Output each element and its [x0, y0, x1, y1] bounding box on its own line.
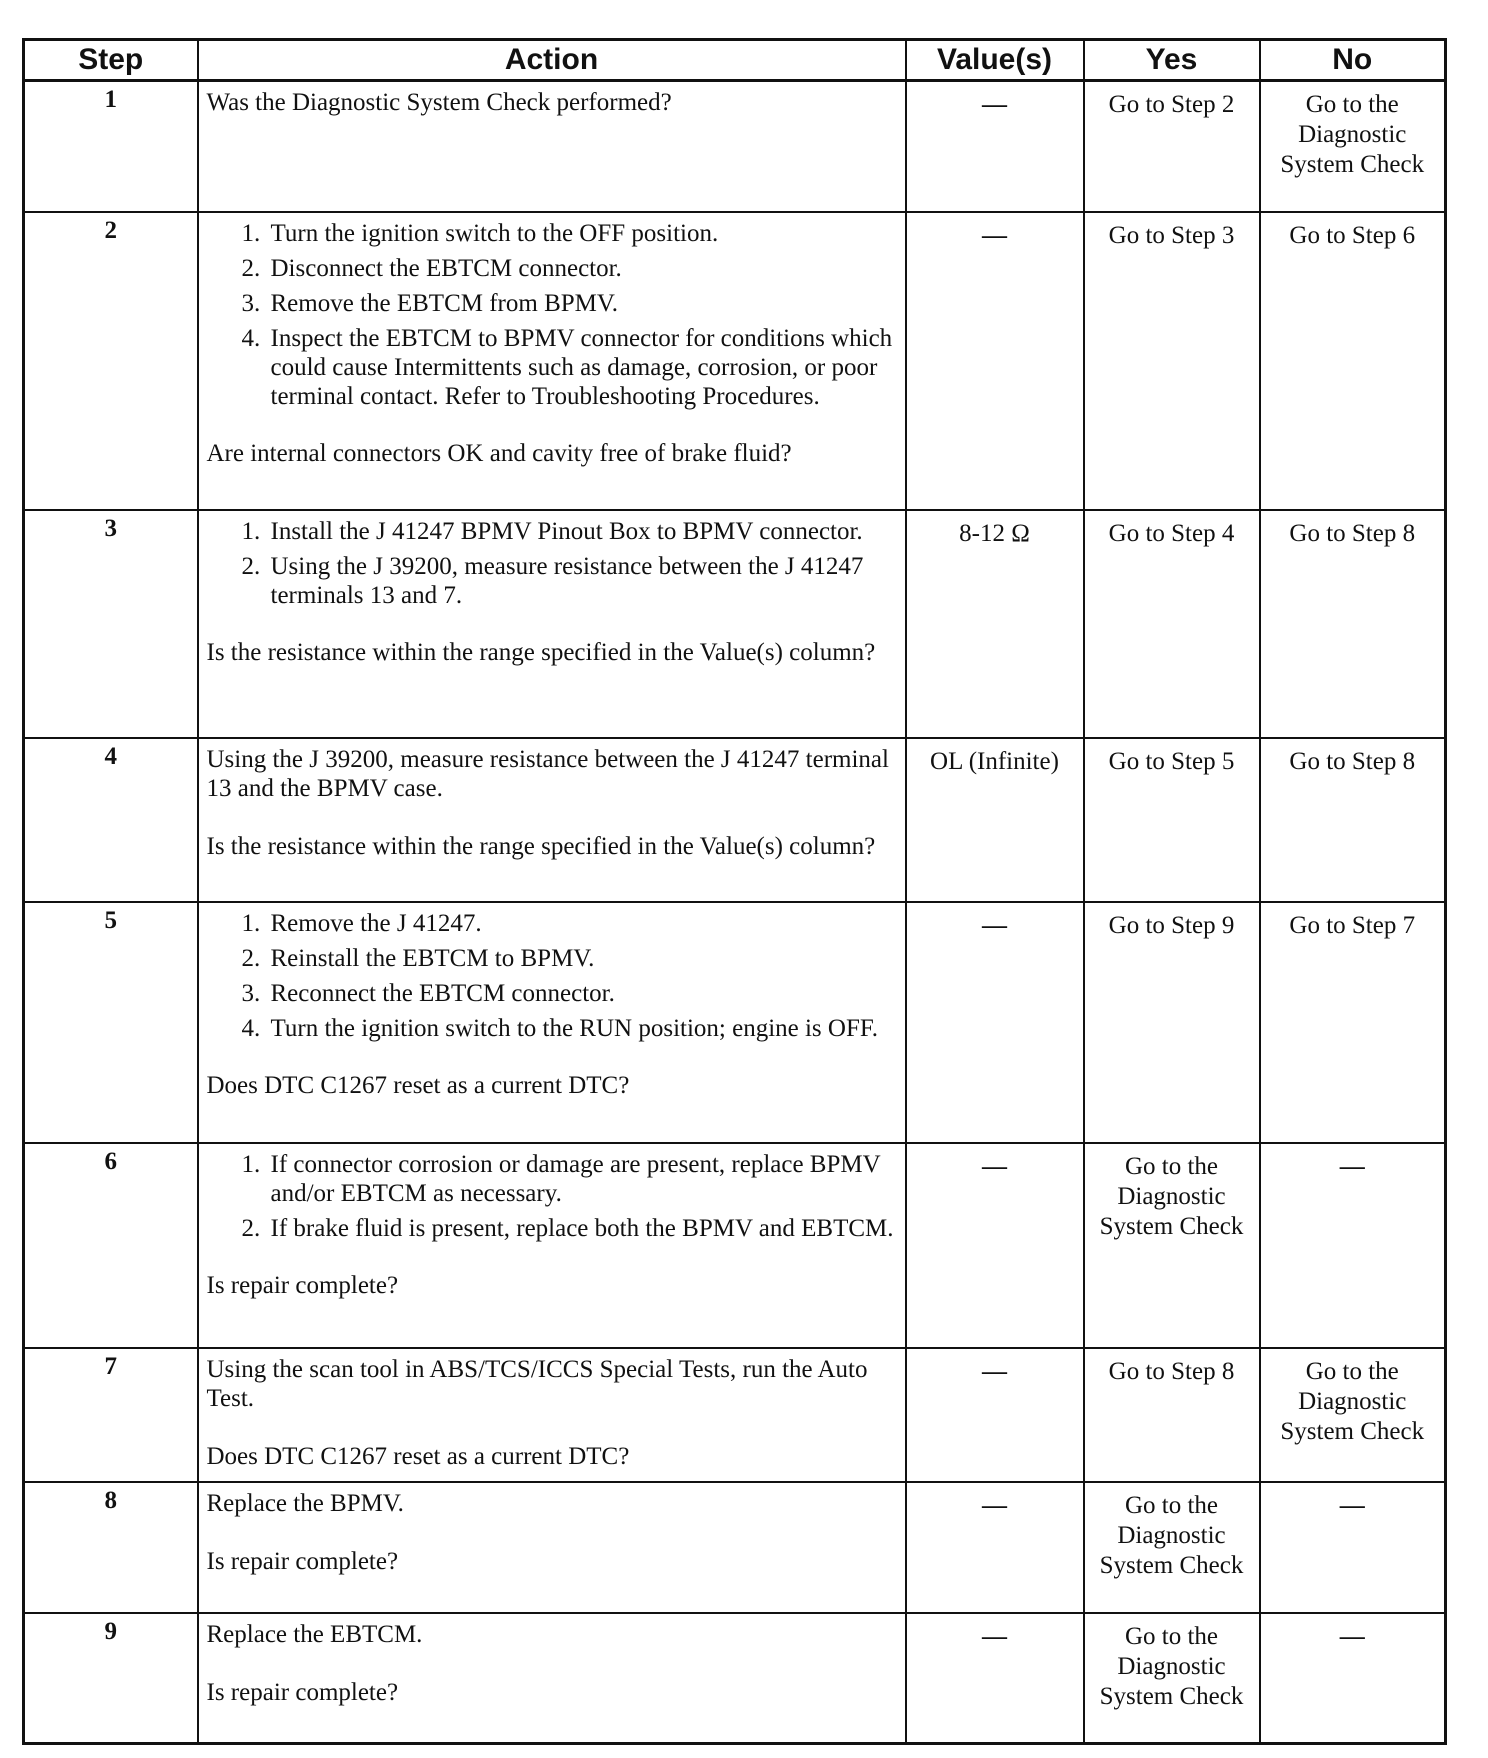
action-text: Was the Diagnostic System Check performed?	[206, 89, 672, 116]
yes-cell: Go to the Diagnostic System Check	[1084, 1482, 1260, 1613]
action-substep: 4. Inspect the EBTCM to BPMV connector for conditions which could cause Intermittents such as damage, corrosion, or poor terminal contact. Refer to Troubleshooting Procedures.	[267, 324, 897, 411]
table-row	[24, 1348, 1446, 1482]
action-substep: 4. Turn the ignition switch to the RUN position; engine is OFF.	[267, 1014, 897, 1043]
yes-cell: Go to Step 2	[1084, 81, 1260, 212]
no-cell: —	[1260, 1482, 1446, 1613]
yes-cell: Go to Step 8	[1084, 1348, 1260, 1482]
table-row	[24, 1613, 1446, 1744]
action-substeps	[207, 219, 897, 411]
table-row	[24, 902, 1446, 1143]
value-cell: OL (Infinite)	[906, 738, 1084, 902]
table-row	[24, 738, 1446, 902]
value-cell: —	[906, 902, 1084, 1143]
action-substep: 2. If brake fluid is present, replace both the BPMV and EBTCM.	[267, 1214, 897, 1243]
no-cell: Go to Step 8	[1260, 738, 1446, 902]
yes-cell: Go to Step 5	[1084, 738, 1260, 902]
step-number: 7	[24, 1348, 198, 1482]
value-cell: —	[906, 1143, 1084, 1348]
header-no: No	[1260, 40, 1446, 81]
no-cell: Go to Step 6	[1260, 212, 1446, 510]
yes-cell: Go to Step 9	[1084, 902, 1260, 1143]
value-cell: —	[906, 212, 1084, 510]
action-substeps	[207, 517, 897, 610]
header-step: Step	[24, 40, 198, 81]
action-question: Does DTC C1267 reset as a current DTC?	[206, 1442, 630, 1470]
header-values: Value(s)	[906, 40, 1084, 81]
table-row	[24, 1482, 1446, 1613]
step-number: 1	[24, 81, 198, 212]
action-question: Is the resistance within the range specified in the Value(s) column?	[206, 638, 876, 666]
action-question: Are internal connectors OK and cavity free of brake fluid?	[206, 439, 792, 467]
diagnostic-table	[22, 38, 1447, 1745]
action-substep: 1. Install the J 41247 BPMV Pinout Box to BPMV connector.	[267, 517, 897, 546]
action-cell	[198, 212, 906, 510]
action-question: Is repair complete?	[206, 1547, 399, 1575]
action-cell	[198, 81, 906, 212]
table-row	[24, 1143, 1446, 1348]
action-substep: 3. Reconnect the EBTCM connector.	[267, 979, 897, 1008]
action-cell	[198, 1143, 906, 1348]
header-row	[24, 40, 1446, 81]
action-substep: 2. Using the J 39200, measure resistance between the J 41247 terminals 13 and 7.	[267, 552, 897, 610]
action-text: Replace the EBTCM.	[206, 1620, 423, 1648]
diagnostic-document	[22, 38, 1444, 1745]
action-substep: 2. Disconnect the EBTCM connector.	[267, 254, 897, 283]
action-cell	[198, 510, 906, 738]
yes-cell: Go to the Diagnostic System Check	[1084, 1143, 1260, 1348]
step-number: 8	[24, 1482, 198, 1613]
action-cell	[198, 738, 906, 902]
action-text: Using the scan tool in ABS/TCS/ICCS Special Tests, run the Auto Test.	[206, 1355, 868, 1412]
table-row	[24, 81, 1446, 212]
yes-cell: Go to Step 3	[1084, 212, 1260, 510]
no-cell: Go to Step 8	[1260, 510, 1446, 738]
action-cell	[198, 1482, 906, 1613]
action-question: Is repair complete?	[206, 1271, 399, 1299]
action-substeps	[207, 1150, 897, 1243]
header-yes: Yes	[1084, 40, 1260, 81]
table-row	[24, 510, 1446, 738]
step-number: 2	[24, 212, 198, 510]
step-number: 9	[24, 1613, 198, 1744]
action-question: Does DTC C1267 reset as a current DTC?	[206, 1071, 630, 1099]
action-substep: 2. Reinstall the EBTCM to BPMV.	[267, 944, 897, 973]
action-question: Is the resistance within the range specified in the Value(s) column?	[206, 832, 876, 860]
step-number: 3	[24, 510, 198, 738]
value-cell: 8-12 Ω	[906, 510, 1084, 738]
step-number: 6	[24, 1143, 198, 1348]
no-cell: Go to the Diagnostic System Check	[1260, 1348, 1446, 1482]
action-substep: 1. Remove the J 41247.	[267, 909, 897, 938]
header-action: Action	[198, 40, 906, 81]
action-cell	[198, 902, 906, 1143]
value-cell: —	[906, 81, 1084, 212]
value-cell: —	[906, 1348, 1084, 1482]
action-substep: 1. Turn the ignition switch to the OFF position.	[267, 219, 897, 248]
action-substep: 1. If connector corrosion or damage are present, replace BPMV and/or EBTCM as necessary.	[267, 1150, 897, 1208]
value-cell: —	[906, 1482, 1084, 1613]
step-number: 5	[24, 902, 198, 1143]
no-cell: Go to the Diagnostic System Check	[1260, 81, 1446, 212]
yes-cell: Go to the Diagnostic System Check	[1084, 1613, 1260, 1744]
no-cell: —	[1260, 1613, 1446, 1744]
no-cell: —	[1260, 1143, 1446, 1348]
action-text: Using the J 39200, measure resistance between the J 41247 terminal 13 and the BPMV case.	[206, 745, 889, 802]
value-cell: —	[906, 1613, 1084, 1744]
action-text: Replace the BPMV.	[206, 1489, 404, 1517]
action-question: Is repair complete?	[206, 1678, 399, 1706]
yes-cell: Go to Step 4	[1084, 510, 1260, 738]
table-row	[24, 212, 1446, 510]
table-body	[24, 81, 1446, 1744]
action-cell	[198, 1613, 906, 1744]
action-cell	[198, 1348, 906, 1482]
no-cell: Go to Step 7	[1260, 902, 1446, 1143]
step-number: 4	[24, 738, 198, 902]
action-substeps	[207, 909, 897, 1043]
action-substep: 3. Remove the EBTCM from BPMV.	[267, 289, 897, 318]
